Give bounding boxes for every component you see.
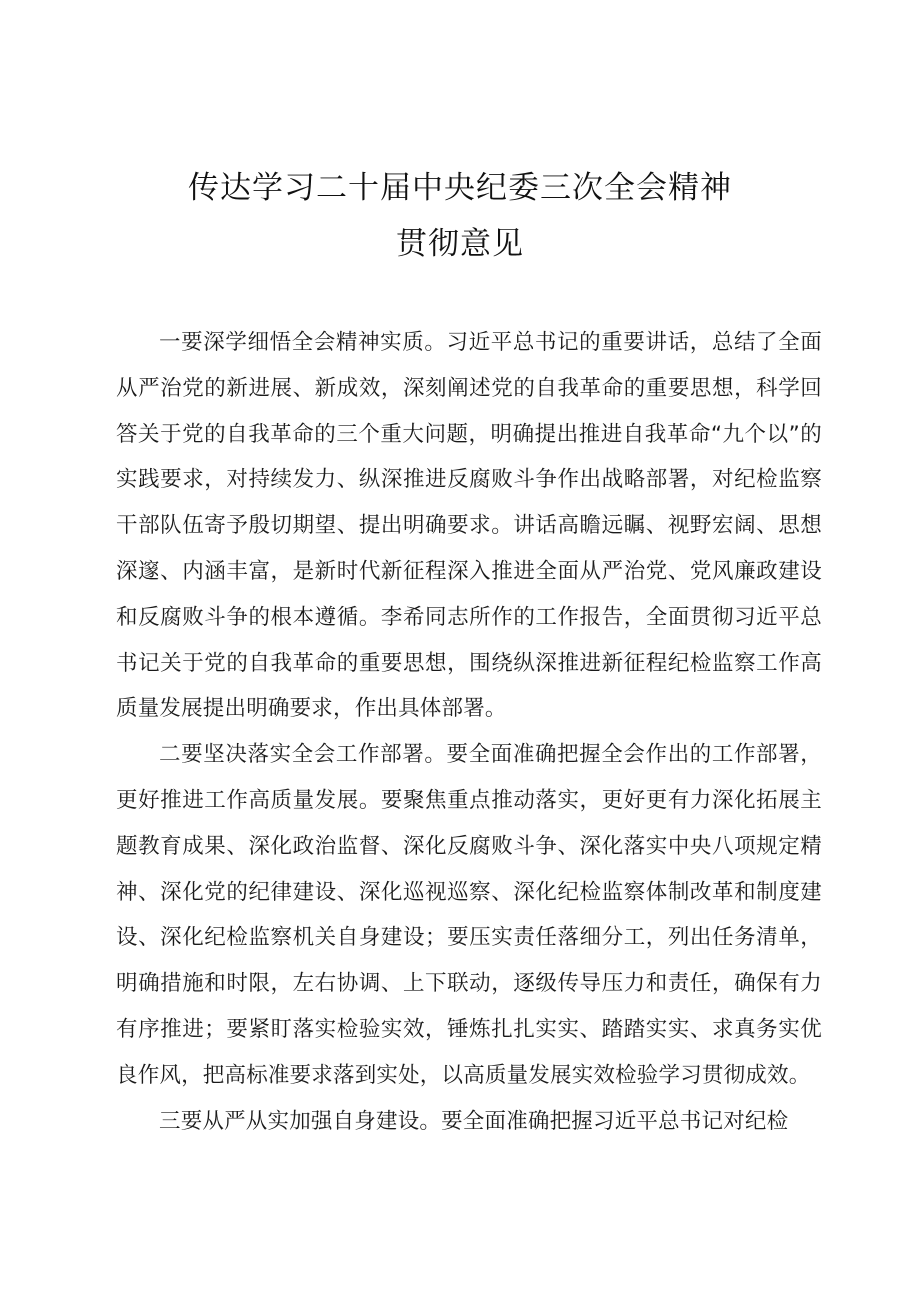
title-line-2: 贯彻意见 [396, 226, 524, 262]
document-body [116, 320, 822, 1144]
paragraph-2: 二要坚决落实全会工作部署。要全面准确把握全会作出的工作部署，更好推进工作高质量发展。要聚焦重点推动落实，更好更有力深化拓展主题教育成果、深化政治监督、深化反腐败斗争、深化落实中央八项规定精神、深化党的纪律建设、深化巡视巡察、深化纪检监察体制改革和制度建设、深化纪检监察机关自身建设；要压实责任落细分工，列出任务清单，明确措施和时限，左右协调、上下联动，逐级传导压力和责任，确保有力有序推进；要紧盯落实检验实效，锤炼扎扎实实、踏踏实实、求真务实优良作风，把高标准要求落到实处，以高质量发展实效检验学习贯彻成效。 [116, 742, 822, 1088]
paragraph-1: 一要深学细悟全会精神实质。习近平总书记的重要讲话，总结了全面从严治党的新进展、新成效，深刻阐述党的自我革命的重要思想，科学回答关于党的自我革命的三个重大问题，明确提出推进自我革命“九个以”的实践要求，对持续发力、纵深推进反腐败斗争作出战略部署，对纪检监察干部队伍寄予殷切期望、提出明确要求。讲话高瞻远瞩、视野宏阔、思想深邃、内涵丰富，是新时代新征程深入推进全面从严治党、党风廉政建设和反腐败斗争的根本遵循。李希同志所作的工作报告，全面贯彻习近平总书记关于党的自我革命的重要思想，围绕纵深推进新征程纪检监察工作高质量发展提出明确要求，作出具体部署。 [116, 330, 822, 722]
title-line-1: 传达学习二十届中央纪委三次全会精神 [188, 170, 732, 206]
paragraph-3: 三要从严从实加强自身建设。要全面准确把握习近平总书记对纪检 [159, 1108, 789, 1134]
document-title [0, 160, 920, 272]
